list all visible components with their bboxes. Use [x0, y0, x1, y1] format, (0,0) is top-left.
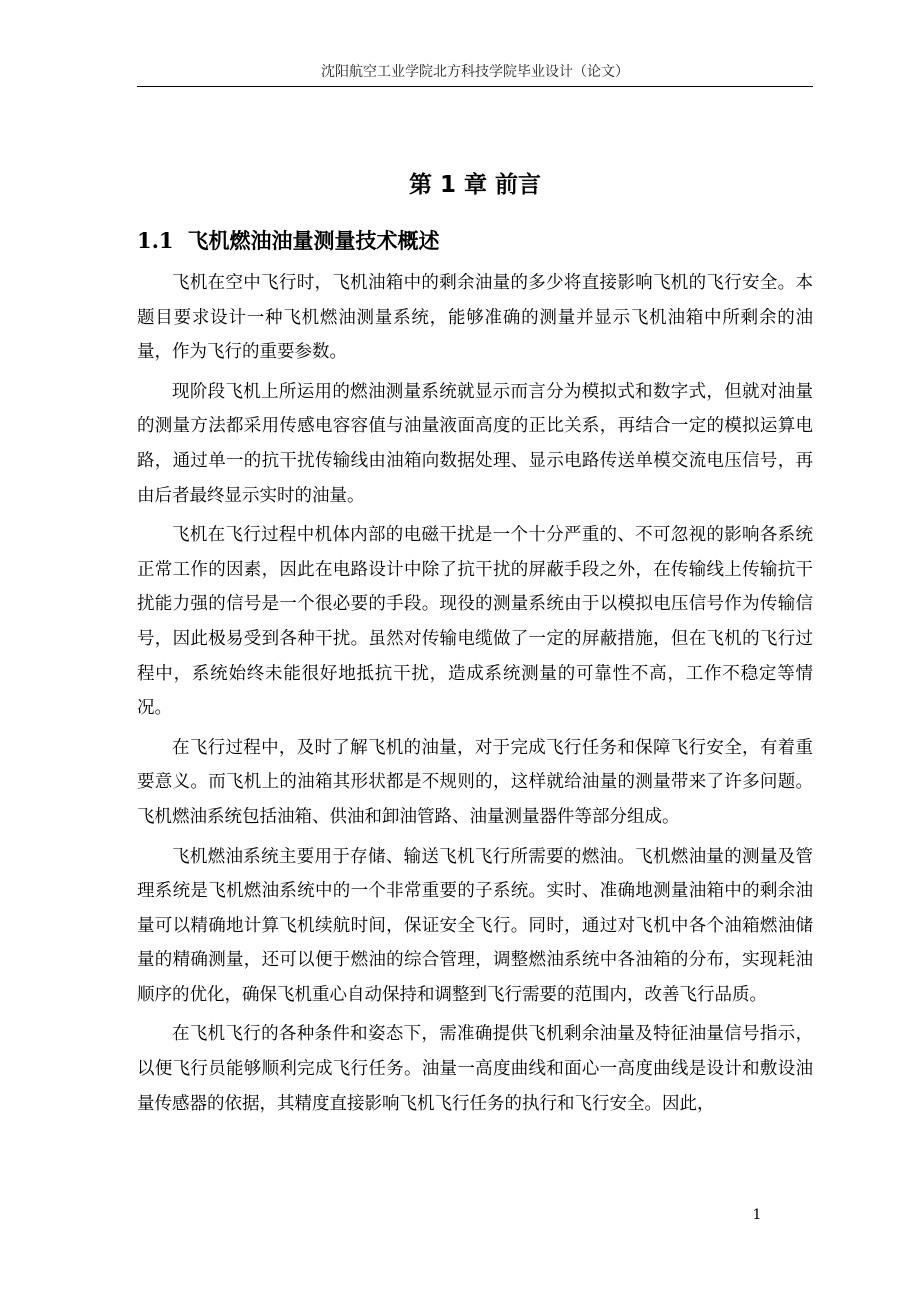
paragraph-4: 在飞行过程中，及时了解飞机的油量，对于完成飞行任务和保障飞行安全，有着重要意义。而飞机上的油箱其形状都是不规则的，这样就给油量的测量带来了许多问题。飞机燃油系统包括油箱、供油和卸油管路、油量测量器件等部分组成。 [137, 737, 813, 827]
section-number: 1.1 [137, 228, 174, 253]
body-text [137, 266, 813, 1126]
paragraph-2: 现阶段飞机上所运用的燃油测量系统就显示而言分为模拟式和数字式，但就对油量的测量方法都采用传感电容容值与油量液面高度的正比关系，再结合一定的模拟运算电路，通过单一的抗干扰传输线由油箱向数据处理、显示电路传送单模交流电压信号，再由后者最终显示实时的油量。 [137, 381, 813, 506]
paragraph-1: 飞机在空中飞行时，飞机油箱中的剩余油量的多少将直接影响飞机的飞行安全。本题目要求设计一种飞机燃油测量系统，能够准确的测量并显示飞机油箱中所剩余的油量，作为飞行的重要参数。 [137, 273, 813, 363]
section-heading [137, 222, 813, 260]
chapter-title: 第 1 章 前言 [408, 172, 542, 198]
paragraph-6: 在飞机飞行的各种条件和姿态下，需准确提供飞机剩余油量及特征油量信号指示，以便飞行员能够顺利完成飞行任务。油量一高度曲线和面心一高度曲线是设计和敷设油量传感器的依据，其精度直接影响飞机飞行任务的执行和飞行安全。因此， [137, 1024, 813, 1114]
paragraph-3: 飞机在飞行过程中机体内部的电磁干扰是一个十分严重的、不可忽视的影响各系统正常工作的因素，因此在电路设计中除了抗干扰的屏蔽手段之外，在传输线上传输抗干扰能力强的信号是一个很必要的手段。现役的测量系统由于以模拟电压信号作为传输信号，因此极易受到各种干扰。虽然对传输电缆做了一定的屏蔽措施，但在飞机的飞行过程中，系统始终未能很好地抵抗干扰，造成系统测量的可靠性不高，工作不稳定等情况。 [137, 525, 813, 719]
page-number: 1 [752, 1207, 762, 1223]
paragraph-5: 飞机燃油系统主要用于存储、输送飞机飞行所需要的燃油。飞机燃油量的测量及管理系统是飞机燃油系统中的一个非常重要的子系统。实时、准确地测量油箱中的剩余油量可以精确地计算飞机续航时间，保证安全飞行。同时，通过对飞机中各个油箱燃油储量的精确测量，还可以便于燃油的综合管理，调整燃油系统中各油箱的分布，实现耗油顺序的优化，确保飞机重心自动保持和调整到飞行需要的范围内，改善飞行品质。 [137, 846, 813, 1005]
section-title: 飞机燃油油量测量技术概述 [187, 229, 440, 253]
header-text: 沈阳航空工业学院北方科技学院毕业设计（论文） [321, 64, 629, 80]
page-header [137, 60, 813, 87]
